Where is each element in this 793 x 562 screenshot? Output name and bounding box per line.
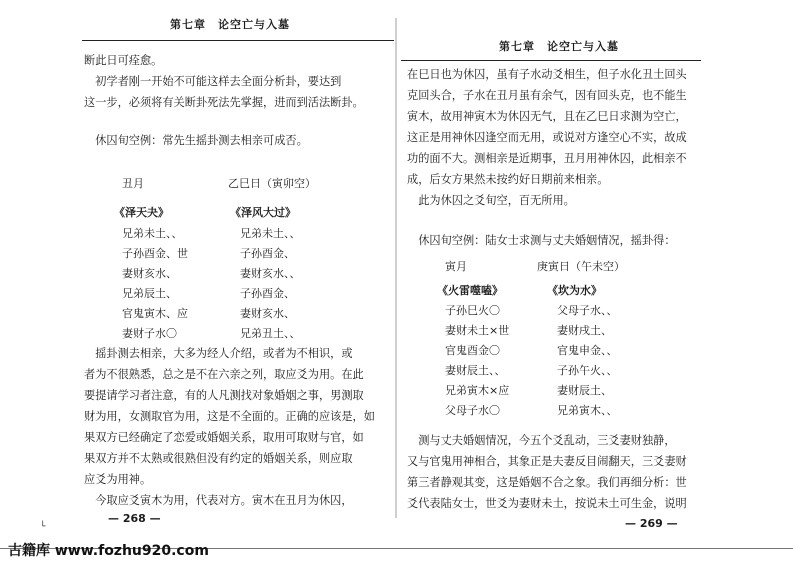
hexagram-line: 子孙酉金、 [240, 287, 295, 300]
right-page-number: — 269 — [625, 517, 678, 530]
left-date: 乙巳日（寅卯空） [228, 177, 316, 190]
hexagram-line: 妻财辰土、、 [445, 364, 506, 377]
left-paragraph-line: 要提请学习者注意，有的人凡测找对象婚姻之事，男测取 [84, 389, 364, 402]
hexagram-line: 妻财亥水、 [122, 267, 177, 280]
hexagram-line: 妻财亥水、 [240, 307, 295, 320]
right-paragraph-line: 寅木，故用神寅木为休囚无气，且在乙巳日求测为空亡， [407, 110, 687, 123]
left-paragraph-line: 财为用，女测取官为用，这是不全面的。正确的应该是，如 [84, 410, 375, 423]
right-paragraph-line: 此为休囚之爻旬空，百无所用。 [407, 194, 575, 207]
right-page [397, 0, 793, 545]
hexagram-line: 子孙酉金、世 [122, 247, 188, 260]
left-paragraph-line: 这一步，必须将有关断卦死法先掌握，进而到活法断卦。 [84, 96, 364, 109]
hexagram-line: 兄弟辰土、 [122, 287, 177, 300]
left-paragraph-line: 摇卦测去相亲，大多为经人介绍，或者为不相识，或 [84, 347, 353, 360]
right-paragraph-line: 在巳日也为休囚，虽有子水动爻相生，但子水化丑土回头 [407, 68, 687, 81]
left-running-header: 第七章 论空亡与入墓 [170, 18, 290, 31]
left-paragraph-line: 果双方已经确定了恋爱或婚姻关系，取用可取财与官，如 [84, 431, 364, 444]
right-hexagram-main-name: 《火雷噬嗑》 [437, 284, 503, 297]
hexagram-line: 妻财子水〇 [122, 327, 177, 340]
hexagram-line: 官鬼申金、、 [557, 344, 618, 357]
hexagram-line: 妻财亥水、、 [240, 267, 301, 280]
hexagram-line: 子孙午火、、 [557, 364, 618, 377]
right-paragraph-line: 测与丈夫婚姻情况，今五个爻乱动，三爻妻财独静， [407, 434, 676, 447]
left-page [0, 0, 396, 545]
hexagram-line: 父母子水、、 [557, 304, 618, 317]
hexagram-line: 兄弟寅木×应 [445, 384, 510, 397]
right-example-title: 休囚旬空例：陆女士求测与丈夫婚姻情况，摇卦得： [407, 234, 676, 247]
right-paragraph-line: 第三者静观其变，这是婚姻不合之象。我们再细分析：世 [407, 476, 687, 489]
hexagram-line: 子孙巳火〇 [445, 304, 500, 317]
right-paragraph-line: 爻代表陆女士，世爻为妻财未土，按说未土可生金，说明 [407, 497, 687, 510]
hexagram-line: 子孙酉金、 [240, 247, 295, 260]
hexagram-line: 兄弟未土、、 [240, 227, 301, 240]
left-hexagram-main-name: 《泽天夬》 [114, 206, 169, 219]
site-watermark: 古籍库 www.fozhu920.com [8, 543, 209, 559]
hexagram-line: 妻财未土×世 [445, 324, 510, 337]
right-paragraph-line: 克回头合，子水在丑月虽有余气，因有回头克，也不能生 [407, 89, 687, 102]
hexagram-line: 兄弟寅木、、 [557, 404, 618, 417]
right-paragraph-line: 成，后女方果然未按约好日期前来相亲。 [407, 173, 609, 186]
hexagram-line: 兄弟未土、、 [122, 227, 183, 240]
left-header-rule [82, 40, 394, 41]
right-paragraph-line: 这正是用神休囚逢空而无用，或说对方逢空心不实，故成 [407, 131, 687, 144]
left-hexagram-changed-name: 《泽风大过》 [230, 206, 296, 219]
right-month: 寅月 [445, 260, 467, 273]
left-paragraph-line: 应爻为用神。 [84, 473, 152, 486]
left-paragraph-line: 果双方并不太熟或很熟但没有约定的婚姻关系，则应取 [84, 452, 353, 465]
left-example-title: 休囚旬空例：常先生摇卦测去相亲可成否。 [84, 134, 308, 147]
right-paragraph-line: 又与官鬼用神相合，其象正是夫妻反目闹翻天，三爻妻财 [407, 455, 687, 468]
scan-mark: └ [40, 522, 46, 532]
right-date: 庚寅日（午未空） [537, 260, 625, 273]
left-month: 丑月 [122, 177, 144, 190]
right-running-header: 第七章 论空亡与入墓 [499, 40, 619, 53]
hexagram-line: 官鬼酉金〇 [445, 344, 500, 357]
hexagram-line: 兄弟丑土、、 [240, 327, 301, 340]
hexagram-line: 妻财戌土、 [557, 324, 612, 337]
hexagram-line: 妻财辰土、 [557, 384, 612, 397]
right-hexagram-changed-name: 《坎为水》 [547, 284, 602, 297]
hexagram-line: 父母子水〇 [445, 404, 500, 417]
left-page-number: — 268 — [108, 512, 161, 525]
right-paragraph-line: 功的面不大。测相亲是近期事，丑月用神休囚，此相亲不 [407, 152, 687, 165]
left-paragraph-line: 断此日可痊愈。 [84, 54, 163, 67]
left-paragraph-line: 者为不很熟悉，总之是不在六亲之列，取应爻为用。在此 [84, 368, 364, 381]
left-paragraph-line: 初学者刚一开始不可能这样去全面分析卦，要达到 [84, 75, 342, 88]
hexagram-line: 官鬼寅木、应 [122, 307, 188, 320]
left-paragraph-line: 今取应爻寅木为用，代表对方。寅木在丑月为休囚， [84, 494, 353, 507]
right-header-rule [401, 60, 701, 61]
